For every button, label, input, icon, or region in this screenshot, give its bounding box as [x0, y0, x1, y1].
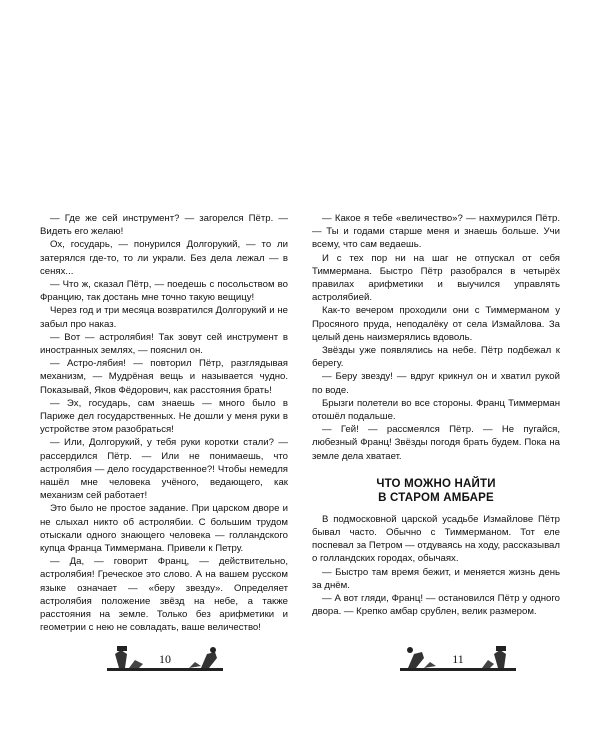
paragraph: — Астро-лябия! — повторил Пётр, разглядывая механизм, — Мудрёная вещь и называется чудно. Показывай, Яков Фёдорович, как расстояния брать! — [40, 358, 288, 396]
chapter-heading — [312, 477, 560, 505]
page-number: 11 — [452, 652, 464, 666]
paragraph: — Быстро там время бежит, и меняется жизнь день за днём. — [312, 566, 560, 591]
right-page-text — [312, 212, 560, 618]
paragraph: — Беру звезду! — вдруг крикнул он и хватил рукой по воде. — [312, 371, 560, 396]
paragraph: И с тех пор ни на шаг не отпускал от себя Тиммермана. Быстро Пётр разобрался в четырёх правилах арифметики и выучился управлять астролябией. — [312, 252, 560, 304]
paragraph: — Или, Долгорукий, у тебя руки коротки стали? — рассердился Пётр. — Или не понимаешь, что астролябия — дело государственное?! Чтобы немедля нашёл мне человека учёного, ведающего, как механизм сей работает! — [40, 437, 288, 502]
paragraph: Ох, государь, — понурился Долгорукий, — то ли затерялся где-то, то ли украли. Без дела лежал — в сенях... — [40, 239, 288, 277]
paragraph: Через год и три месяца возвратился Долгорукий и не забыл про наказ. — [40, 305, 288, 330]
heading-line-1: ЧТО МОЖНО НАЙТИ — [376, 477, 496, 490]
paragraph: Как-то вечером проходили они с Тиммерманом у Просяного пруда, неподалёку от села Измайлова. За целый день наизмерялись вдоволь. — [312, 305, 560, 343]
left-page-text — [40, 212, 288, 635]
paragraph: — Эх, государь, сам знаешь — много было в Париже дел государственных. Не дошли у меня руки в устройстве этом разобраться! — [40, 397, 288, 436]
paragraph: Звёзды уже появлялись на небе. Пётр подбежал к берегу. — [312, 345, 560, 370]
page-footer-left — [105, 642, 225, 676]
page-footer-right — [398, 642, 518, 676]
paragraph: — Да, — говорит Франц, — действительно, астролябия! Греческое это слово. А на вашем русском языке означает — «беру звезду». Определяет астролябия положение звёзд на небе, а также расстояния на земле. Только без арифметики и геометрии с нею не совладать, ваше величество! — [40, 556, 288, 634]
page-number: 10 — [159, 652, 171, 666]
paragraph: — Где же сей инструмент? — загорелся Пётр. — Видеть его желаю! — [40, 213, 288, 238]
paragraph: — Что ж, сказал Пётр, — поедешь с посольством во Францию, так достань мне точно такую вещицу! — [40, 279, 288, 304]
paragraph: В подмосковной царской усадьбе Измайлове Пётр бывал часто. Обычно с Тиммерманом. Тот еле поспевал за Петром — отдуваясь на ходу, рассказывал о голландских городах, обычаях. — [312, 513, 560, 565]
paragraph: Брызги полетели во все стороны. Франц Тиммерман отошёл подальше. — [312, 397, 560, 423]
paragraph: — Гей! — рассмеялся Пётр. — Не пугайся, любезный Франц! Звёзды погодя брать будем. Пока на земле дела хватает. — [312, 424, 560, 462]
paragraph: — А вот гляди, Франц! — остановился Пётр у одного двора. — Крепко амбар срублен, велик размером. — [312, 593, 560, 618]
paragraph: Это было не простое задание. При царском дворе и не слыхал никто об астролябии. С большим трудом отыскали одного знающего человека — голландского купца Франца Тиммермана. Привели к Петру. — [40, 503, 288, 555]
paragraph: — Вот — астролябия! Так зовут сей инструмент в иностранных землях, — пояснил он. — [40, 331, 288, 357]
paragraph: — Какое я тебе «величество»? — нахмурился Пётр. — Ты и годами старше меня и знаешь больше. Учи всему, что сам ведаешь. — [312, 213, 560, 251]
heading-line-2: В СТАРОМ АМБАРЕ — [378, 491, 494, 504]
